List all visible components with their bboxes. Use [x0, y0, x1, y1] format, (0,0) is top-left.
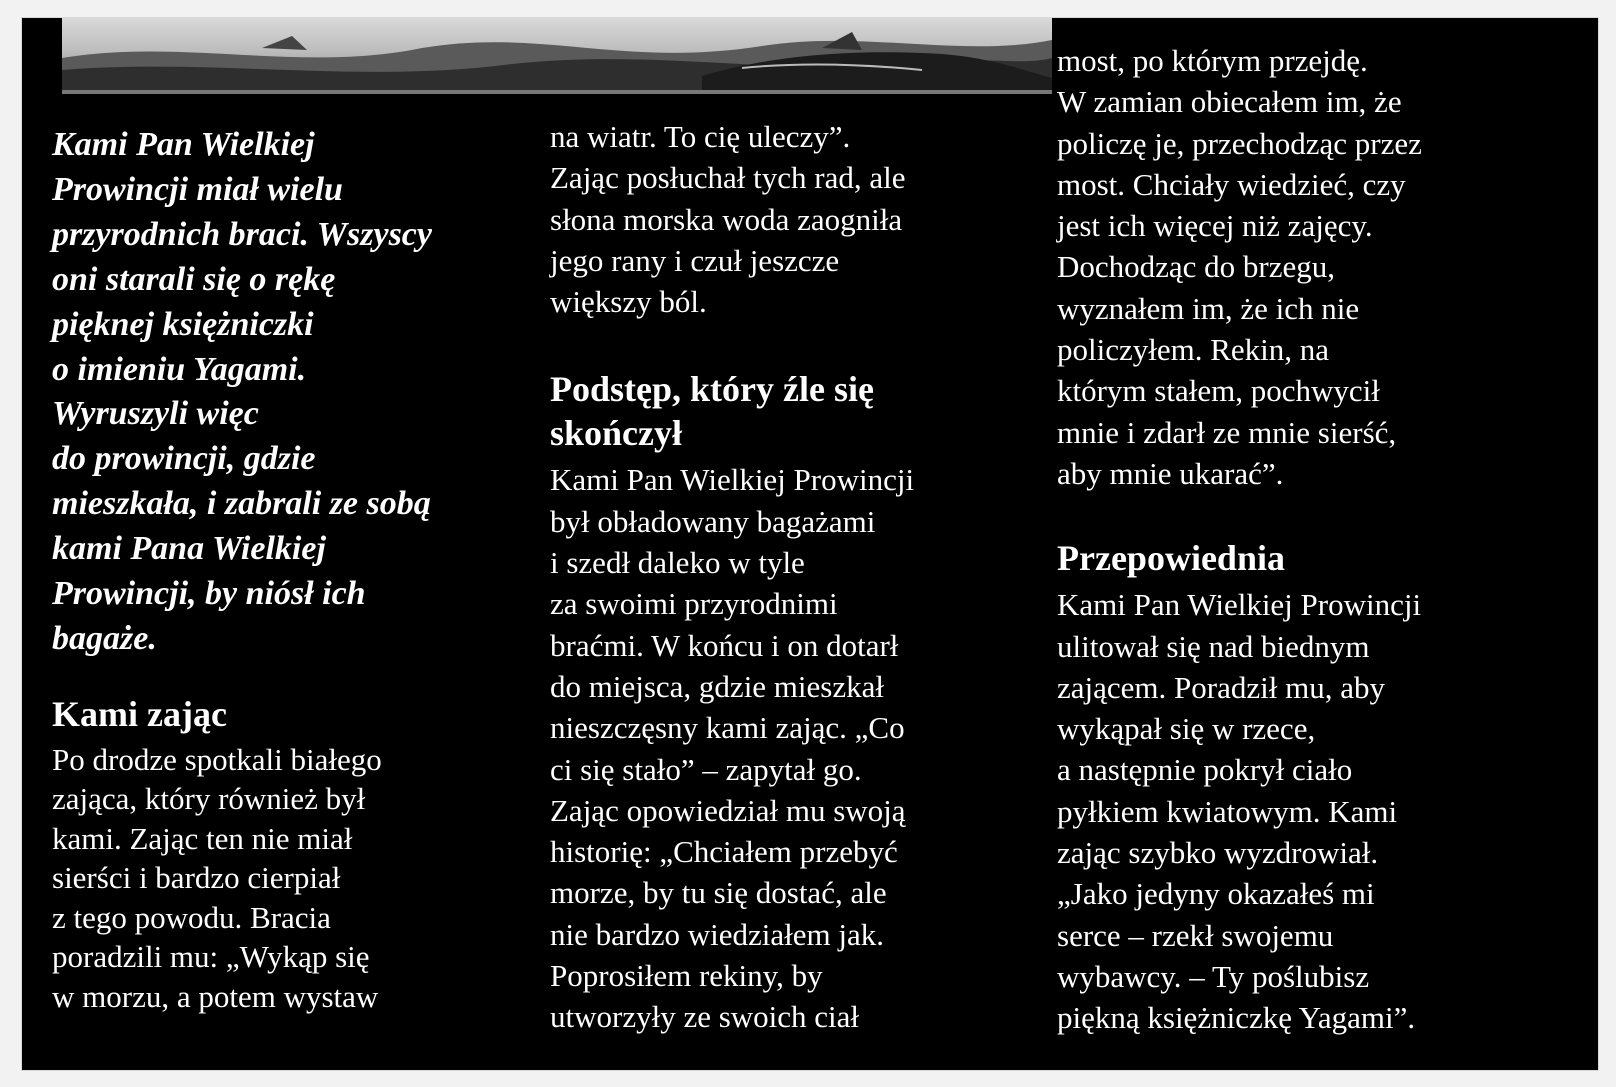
shark-illustration-art: [62, 18, 1052, 90]
body-paragraph: Kami Pan Wielkiej Prowincji był obładowany bagażami i szedł daleko w tyle za swoimi przyrodnimi braćmi. W końcu i on dotarł do miejsca, gdzie mieszkał nieszczęsny kami zając. „Co ci się stało” – zapytał go. Zając opowiedział mu swoją historię: „Chciałem przebyć morze, by tu się dostać, ale nie bardzo wiedziałem jak. Poprosiłem rekiny, by utworzyły ze swoich ciał: [550, 462, 915, 1035]
column-2: [550, 116, 1030, 1038]
column-1: [52, 123, 532, 1016]
magazine-page: [22, 18, 1598, 1070]
body-paragraph: most, po którym przejdę. W zamian obiecałem im, że policzę je, przechodząc przez most. Chciały wiedzieć, czy jest ich więcej niż zajęcy. Dochodząc do brzegu, wyznałem im, że ich nie policzyłem. Rekin, na którym stałem, pochwycił mnie i zdarł ze mnie sierść, aby mnie ukarać”.: [1057, 43, 1422, 491]
intro-paragraph: Kami Pan Wielkiej Prowincji miał wielu przyrodnich braci. Wszyscy oni starali się o rękę pięknej księżniczki o imieniu Yagami. Wyruszyli więc do prowincji, gdzie mieszkała, i zabrali ze sobą kami Pana Wielkiej Prowincji, by niósł ich bagaże.: [52, 126, 432, 657]
section-heading-kami-zajac: Kami zając: [52, 693, 227, 734]
body-paragraph: Po drodze spotkali białego zająca, który również był kami. Zając ten nie miał sierści i bardzo cierpiał z tego powodu. Bracia poradzili mu: „Wykąp się w morzu, a potem wystaw: [52, 741, 382, 1014]
shark-illustration: [62, 18, 1052, 94]
body-paragraph: Kami Pan Wielkiej Prowincji ulitował się nad biednym zającem. Poradził mu, aby wykąpał się w rzece, a następnie pokrył ciało pyłkiem kwiatowym. Kami zając szybko wyzdrowiał. „Jako jedyny okazałeś mi serce – rzekł swojemu wybawcy. – Ty poślubisz piękną księżniczkę Yagami”.: [1057, 587, 1422, 1036]
column-3: [1057, 40, 1557, 1039]
section-heading-podstep: Podstęp, który źle się skończył: [550, 369, 874, 454]
body-paragraph: na wiatr. To cię uleczy”. Zając posłuchał tych rad, ale słona morska woda zaogniła jego rany i czuł jeszcze większy ból.: [550, 119, 906, 320]
section-heading-przepowiednia: Przepowiednia: [1057, 538, 1285, 579]
